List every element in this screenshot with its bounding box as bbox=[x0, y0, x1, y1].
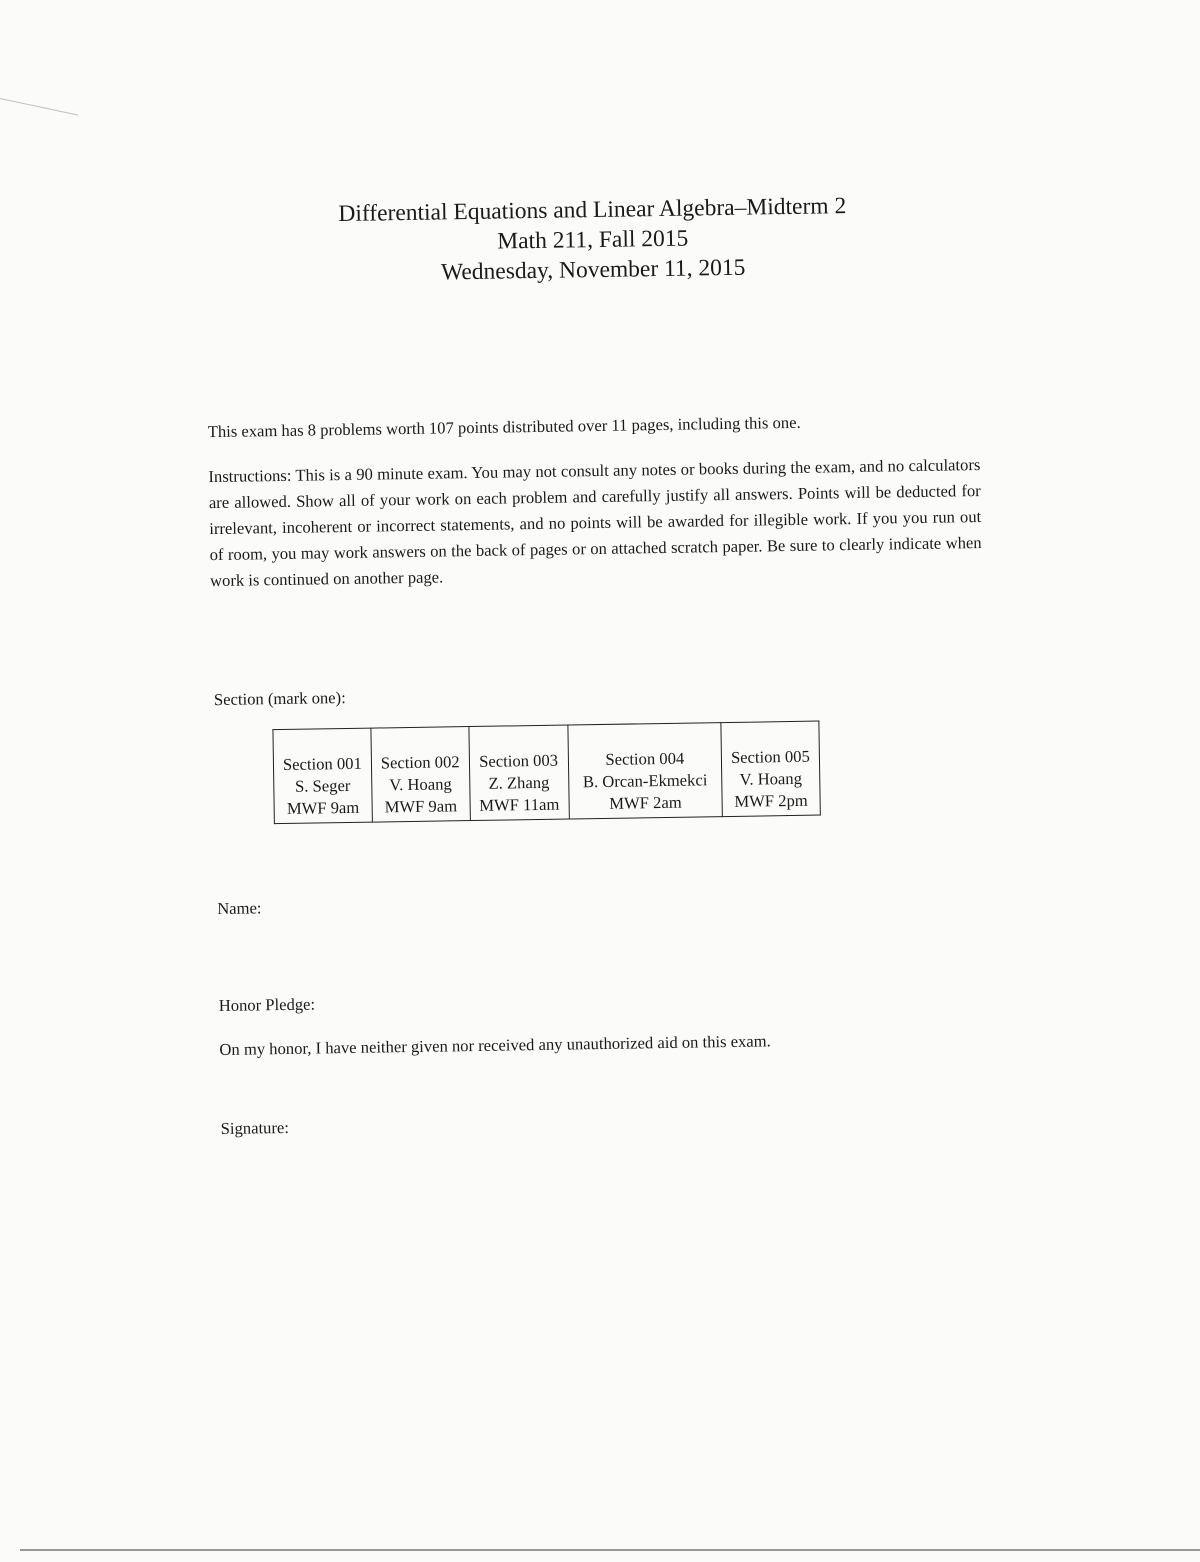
honor-pledge-label: Honor Pledge: bbox=[218, 994, 316, 1016]
section-instructor: V. Hoang bbox=[389, 774, 452, 795]
section-cell-005[interactable] bbox=[721, 721, 820, 817]
section-number: Section 005 bbox=[730, 746, 810, 767]
section-table-row bbox=[273, 721, 820, 824]
section-cell-002[interactable] bbox=[371, 727, 470, 823]
section-number: Section 004 bbox=[605, 748, 685, 769]
course-line: Math 211, Fall 2015 bbox=[497, 225, 689, 255]
section-time: MWF 9am bbox=[384, 796, 458, 817]
section-time: MWF 2pm bbox=[734, 790, 808, 811]
section-prompt: Section (mark one): bbox=[213, 687, 346, 710]
section-table bbox=[272, 721, 820, 825]
exam-summary: This exam has 8 problems worth 107 points distributed over 11 pages, including this one. bbox=[207, 412, 801, 442]
section-cell-001[interactable] bbox=[273, 728, 372, 824]
exam-instructions: Instructions: This is a 90 minute exam. You may not consult any notes or books during the exam, and no calculators are allowed. Show all of your work on each problem and carefully justify all answers. Points will be deducted for irrelevant, incoherent or incorrect statements, and no points will be awarded for illegible work. If you you run out of room, you may work answers on the back of pages or on attached scratch paper. Be sure to clearly indicate when work is continued on another page. bbox=[208, 454, 982, 591]
section-instructor: S. Seger bbox=[294, 775, 351, 796]
section-number: Section 003 bbox=[479, 750, 559, 771]
signature-label: Signature: bbox=[220, 1117, 290, 1139]
exam-date: Wednesday, November 11, 2015 bbox=[440, 254, 746, 286]
section-instructor: V. Hoang bbox=[739, 768, 803, 789]
name-label: Name: bbox=[217, 898, 262, 919]
section-instructor: Z. Zhang bbox=[488, 772, 550, 793]
section-cell-004[interactable] bbox=[568, 723, 723, 819]
section-time: MWF 2am bbox=[609, 792, 682, 813]
honor-pledge-text: On my honor, I have neither given nor received any unauthorized aid on this exam. bbox=[219, 1031, 771, 1060]
exam-header bbox=[242, 190, 943, 291]
section-time: MWF 9am bbox=[286, 797, 360, 818]
section-number: Section 002 bbox=[380, 752, 460, 773]
section-number: Section 001 bbox=[282, 753, 362, 774]
section-cell-003[interactable] bbox=[469, 725, 570, 821]
section-instructor: B. Orcan-Ekmekci bbox=[582, 770, 708, 792]
exam-title: Differential Equations and Linear Algebra–Midterm 2 bbox=[338, 193, 847, 228]
section-time: MWF 11am bbox=[479, 794, 560, 815]
